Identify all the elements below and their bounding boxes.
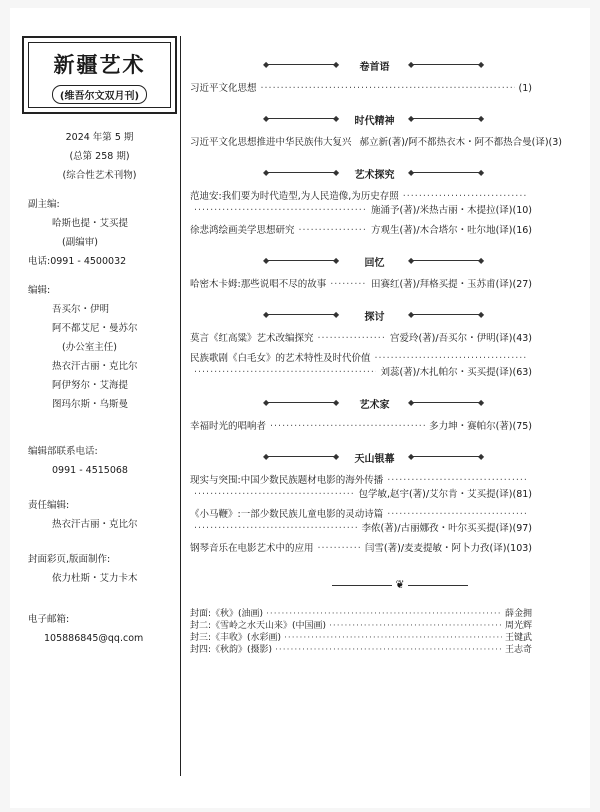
page-number: (103) <box>506 543 532 554</box>
diamond-icon: ◆ <box>263 256 270 265</box>
section-title: 时代精神 <box>354 116 395 127</box>
leader-dots <box>194 522 357 536</box>
diamond-icon: ◆ <box>333 256 340 265</box>
page-number: (3) <box>548 137 563 148</box>
office-phone: 电话:0991 - 4500032 <box>28 256 127 267</box>
cover-credit-row <box>190 644 532 656</box>
editor-name: 图玛尔斯・乌斯曼 <box>52 399 129 410</box>
page-number: (10) <box>512 205 532 216</box>
toc-entry <box>190 136 563 150</box>
toc-entry <box>190 474 532 488</box>
diamond-icon: ◆ <box>263 452 270 461</box>
spacer <box>182 96 532 102</box>
section-heading <box>182 54 532 76</box>
vice-editor-label: 副主编: <box>28 199 60 210</box>
leader-dots <box>329 620 502 632</box>
editors-block <box>22 281 177 414</box>
editor-name: 阿不都艾尼・曼苏尔 <box>52 323 138 334</box>
leader-dots <box>194 488 354 502</box>
dept-phone: 0991 - 4515068 <box>52 465 128 476</box>
cover-label: 封三:《丰收》(水彩画) <box>190 633 282 643</box>
spacer <box>182 434 532 440</box>
diamond-icon: ◆ <box>263 168 270 177</box>
leader-dots <box>194 204 367 218</box>
issue-number: 2024 年第 5 期 <box>65 132 134 143</box>
cover-author: 周光辉 <box>504 621 532 631</box>
page-number: (1) <box>518 83 532 94</box>
cover-label: 封二:《雪岭之水天山来》(中国画) <box>190 621 327 631</box>
design-block <box>22 550 177 588</box>
diamond-icon: ◆ <box>478 398 485 407</box>
design-label: 封面彩页,版面制作: <box>28 554 111 565</box>
diamond-icon: ◆ <box>263 60 270 69</box>
entry-credit: 田赛红(著)/拜格买提・玉苏甫(译) <box>370 279 513 290</box>
toc-entry <box>190 224 532 238</box>
toc-entry <box>190 332 532 346</box>
diamond-icon: ◆ <box>478 452 485 461</box>
cover-label: 封四:《秋韵》(摄影) <box>190 645 273 655</box>
diamond-icon: ◆ <box>333 60 340 69</box>
page-number: (63) <box>512 367 532 378</box>
entry-credit: 李侬(著)/古丽娜孜・叶尔买买提(译) <box>361 523 513 534</box>
email-block <box>22 610 177 648</box>
entry-credit: 宫爱玲(著)/吾买尔・伊明(译) <box>389 333 513 344</box>
entry-title: 民族歌剧《白毛女》的艺术特性及时代价值 <box>190 353 371 364</box>
diamond-icon: ◆ <box>263 310 270 319</box>
heading-rule <box>267 402 337 403</box>
heading-rule <box>267 260 337 261</box>
email-address: 105886845@qq.com <box>44 633 144 644</box>
diamond-icon: ◆ <box>333 398 340 407</box>
toc-page <box>10 8 590 808</box>
diamond-icon: ◆ <box>478 256 485 265</box>
entry-credit: 刘蕊(著)/木扎帕尔・买买提(译) <box>380 367 513 378</box>
entry-credit: 闫雪(著)/麦麦提敏・阿卜力孜(译) <box>364 543 507 554</box>
spacer <box>182 292 532 298</box>
editors-label: 编辑: <box>28 285 51 296</box>
table-of-contents <box>182 48 563 656</box>
resp-editor-block <box>22 496 177 534</box>
section-title: 探讨 <box>364 312 385 323</box>
vice-editor-role: (副编审) <box>62 237 98 248</box>
entry-title: 钢琴音乐在电影艺术中的应用 <box>190 543 314 554</box>
editor-name: 热衣汗古丽・克比尔 <box>52 361 138 372</box>
spacer <box>182 150 532 156</box>
cover-author: 薛金拥 <box>504 609 532 619</box>
diamond-icon: ◆ <box>408 256 415 265</box>
entry-title: 莫言《红高粱》艺术改编探究 <box>190 333 314 344</box>
entry-title: 《小马鞭》:一部少数民族儿童电影的灵动诗篇 <box>190 509 384 520</box>
diamond-icon: ◆ <box>408 60 415 69</box>
entry-title: 习近平文化思想 <box>190 83 257 94</box>
cover-credits <box>182 608 532 656</box>
page-number: (43) <box>512 333 532 344</box>
leader-dots <box>330 278 367 292</box>
dept-phone-label: 编辑部联系电话: <box>28 446 98 457</box>
editor-name: 阿伊努尔・艾海提 <box>52 380 129 391</box>
design-name: 依力杜斯・艾力卡木 <box>52 573 138 584</box>
section-heading <box>182 162 532 184</box>
editor-role: (办公室主任) <box>62 342 117 353</box>
heading-rule <box>412 64 482 65</box>
entry-title: 习近平文化思想推进中华民族伟大复兴 <box>190 137 352 148</box>
issue-info <box>22 128 177 185</box>
email-label: 电子邮箱: <box>28 614 70 625</box>
column-divider <box>180 36 181 776</box>
cover-author: 王志奇 <box>504 645 532 655</box>
entry-title: 哈密木卡姆:那些说唱不尽的故事 <box>190 279 327 290</box>
heading-rule <box>412 118 482 119</box>
toc-entry-credit <box>190 488 532 502</box>
leader-dots <box>403 190 528 204</box>
cover-credit-row <box>190 608 532 620</box>
spacer <box>182 380 532 386</box>
diamond-icon: ◆ <box>333 168 340 177</box>
entry-title: 徐悲鸿绘画美学思想研究 <box>190 225 295 236</box>
sidebar <box>22 36 177 648</box>
entry-title: 范迪安:我们要为时代造型,为人民造像,为历史存照 <box>190 191 399 202</box>
page-number: (27) <box>512 279 532 290</box>
cover-credit-row <box>190 620 532 632</box>
leader-dots <box>299 224 367 238</box>
entry-title: 幸福时光的唱响者 <box>190 421 267 432</box>
diamond-icon: ◆ <box>478 310 485 319</box>
diamond-icon: ◆ <box>408 452 415 461</box>
diamond-icon: ◆ <box>263 398 270 407</box>
vice-editor-block <box>22 195 177 271</box>
heading-rule <box>267 118 337 119</box>
diamond-icon: ◆ <box>408 168 415 177</box>
heading-rule <box>267 456 337 457</box>
masthead <box>22 36 177 114</box>
leader-dots <box>266 608 502 620</box>
diamond-icon: ◆ <box>408 114 415 123</box>
section-heading <box>182 108 532 130</box>
leader-dots <box>387 508 528 522</box>
section-heading <box>182 304 532 326</box>
resp-editor-name: 热衣汗古丽・克比尔 <box>52 519 138 530</box>
cover-label: 封面:《秋》(油画) <box>190 609 264 619</box>
ornament-icon: ❦ <box>395 578 405 591</box>
resp-editor-label: 责任编辑: <box>28 500 70 511</box>
heading-rule <box>412 402 482 403</box>
page-number: (75) <box>512 421 532 432</box>
heading-rule <box>412 172 482 173</box>
toc-entry <box>190 542 532 556</box>
issue-type: (综合性艺术刊物) <box>62 170 137 181</box>
dept-phone-block <box>22 442 177 480</box>
issue-total: (总第 258 期) <box>69 151 130 162</box>
leader-dots <box>375 352 528 366</box>
ornament-rule <box>408 585 468 586</box>
spacer <box>182 238 532 244</box>
leader-dots <box>387 474 528 488</box>
heading-rule <box>412 260 482 261</box>
diamond-icon: ◆ <box>333 114 340 123</box>
leader-dots <box>318 332 386 346</box>
entry-credit: 包学敏,赵宇(著)/艾尔肯・艾买提(译) <box>358 489 513 500</box>
ornament-divider <box>182 572 532 602</box>
magazine-subtitle: (维吾尔文双月刊) <box>52 85 147 104</box>
heading-rule <box>412 314 482 315</box>
toc-entry-credit <box>190 204 532 218</box>
heading-rule <box>267 64 337 65</box>
leader-dots <box>284 632 502 644</box>
section-title: 回忆 <box>364 258 385 269</box>
diamond-icon: ◆ <box>478 60 485 69</box>
heading-rule <box>267 314 337 315</box>
toc-entry-credit <box>190 522 532 536</box>
diamond-icon: ◆ <box>408 310 415 319</box>
toc-entry-credit <box>190 366 532 380</box>
magazine-title: 新疆艺术 <box>53 52 146 77</box>
section-heading <box>182 392 532 414</box>
page-number: (81) <box>512 489 532 500</box>
entry-credit: 施涌予(著)/米热古丽・木提拉(译) <box>370 205 513 216</box>
toc-entry <box>190 420 532 434</box>
leader-dots <box>318 542 361 556</box>
vice-editor-name: 哈斯也提・艾买提 <box>52 218 129 229</box>
entry-credit: 多力坤・赛帕尔(著) <box>429 421 513 432</box>
section-heading <box>182 446 532 468</box>
entry-credit: 方观生(著)/木合塔尔・吐尔地(译) <box>370 225 513 236</box>
diamond-icon: ◆ <box>333 452 340 461</box>
toc-entry <box>190 82 532 96</box>
editor-name: 吾买尔・伊明 <box>52 304 110 315</box>
leader-dots <box>194 366 376 380</box>
entry-credit: 郝立新(著)/阿不都热衣木・阿不都热合曼(译) <box>359 137 549 148</box>
heading-rule <box>412 456 482 457</box>
section-title: 卷首语 <box>359 62 390 73</box>
toc-entry <box>190 278 532 292</box>
leader-dots <box>275 644 502 656</box>
leader-dots <box>270 420 425 434</box>
diamond-icon: ◆ <box>408 398 415 407</box>
entry-title: 现实与突围:中国少数民族题材电影的海外传播 <box>190 475 384 486</box>
diamond-icon: ◆ <box>478 168 485 177</box>
heading-rule <box>267 172 337 173</box>
section-title: 艺术家 <box>359 400 390 411</box>
spacer <box>182 556 532 562</box>
cover-author: 王键武 <box>504 633 532 643</box>
page-number: (16) <box>512 225 532 236</box>
section-title: 天山银幕 <box>354 454 395 465</box>
toc-entry <box>190 508 532 522</box>
ornament-rule <box>332 585 392 586</box>
cover-credit-row <box>190 632 532 644</box>
diamond-icon: ◆ <box>263 114 270 123</box>
page-number: (97) <box>512 523 532 534</box>
diamond-icon: ◆ <box>333 310 340 319</box>
toc-entry <box>190 352 532 366</box>
diamond-icon: ◆ <box>478 114 485 123</box>
leader-dots <box>261 82 515 96</box>
section-title: 艺术探究 <box>354 170 395 181</box>
toc-entry <box>190 190 532 204</box>
section-heading <box>182 250 532 272</box>
